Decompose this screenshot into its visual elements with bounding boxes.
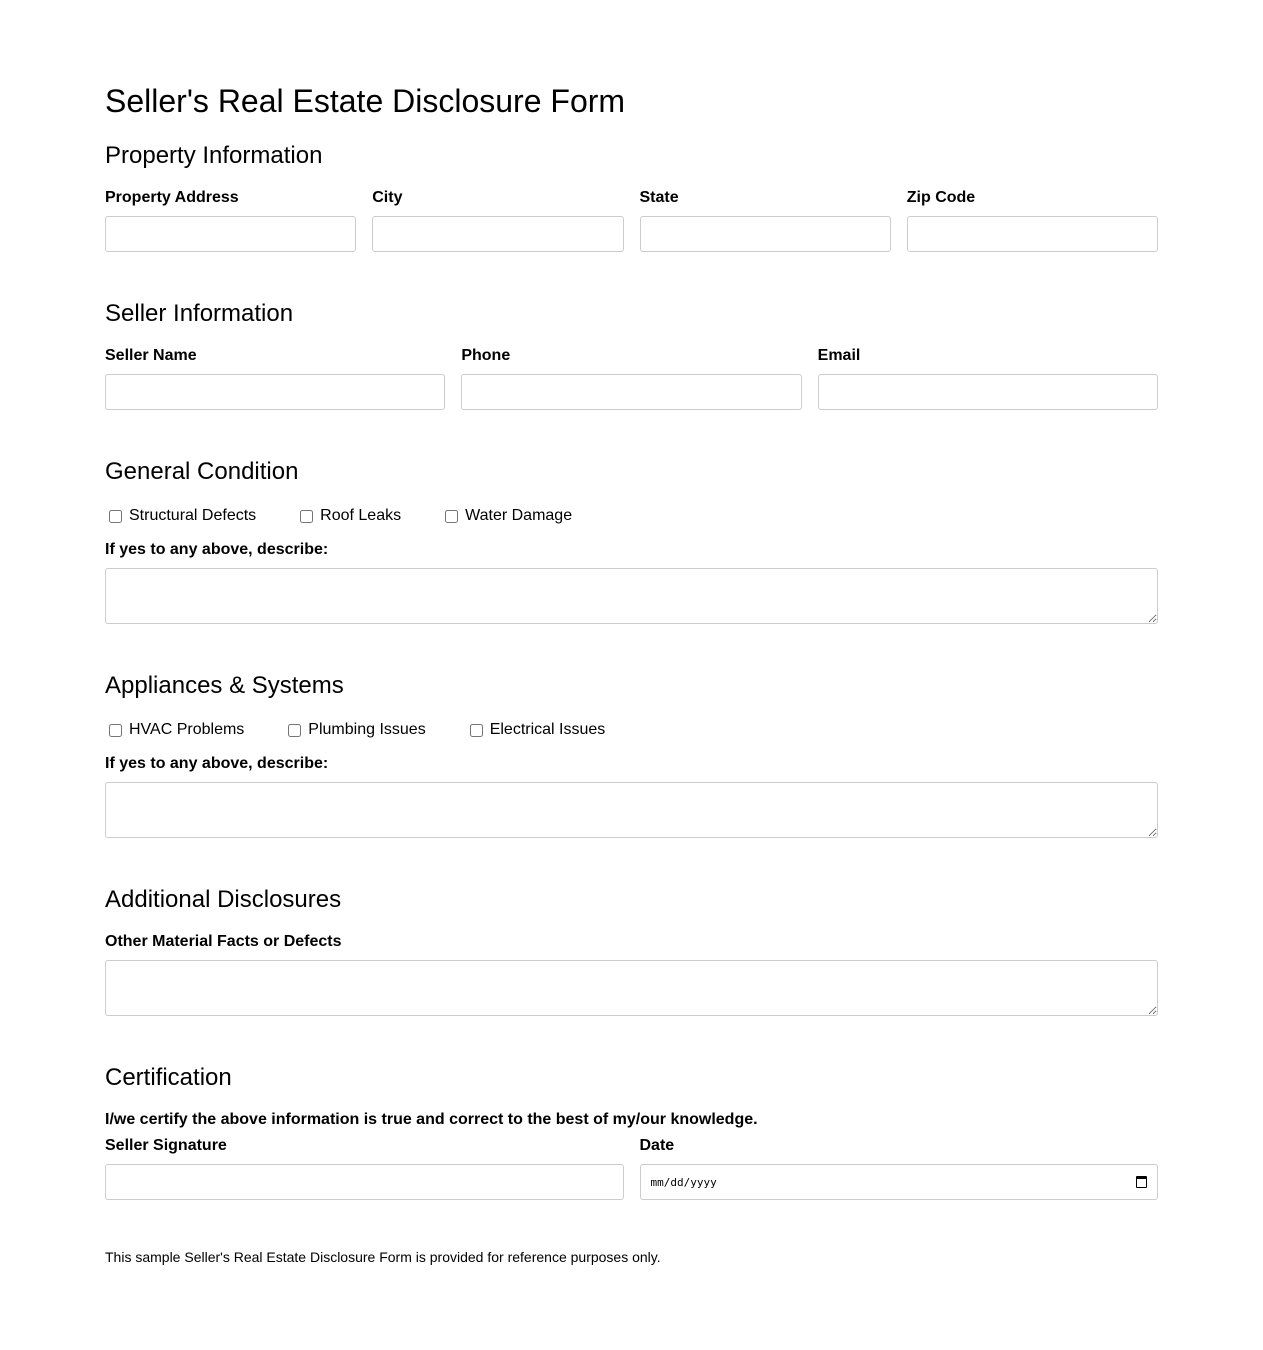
- general-describe-label: If yes to any above, describe:: [105, 541, 329, 558]
- date-placeholder: mm/dd/yyyy: [650, 1175, 717, 1189]
- option-label: Electrical Issues: [489, 721, 606, 738]
- appliances-section: [105, 672, 1158, 838]
- plumbing-issues-option[interactable]: [284, 721, 425, 739]
- section-heading: Seller Information: [105, 300, 294, 327]
- disclosure-form: [105, 0, 1158, 1345]
- email-input[interactable]: [818, 374, 1158, 410]
- phone-label: Phone: [461, 347, 511, 364]
- section-heading: Certification: [105, 1064, 232, 1091]
- calendar-icon[interactable]: [1136, 1176, 1147, 1188]
- other-facts-label: Other Material Facts or Defects: [105, 933, 342, 950]
- property-address-label: Property Address: [105, 189, 239, 206]
- property-address-input[interactable]: [105, 216, 356, 252]
- email-label: Email: [817, 347, 861, 364]
- hvac-problems-option[interactable]: [105, 721, 244, 739]
- appliances-describe-label: If yes to any above, describe:: [105, 755, 329, 772]
- property-section: [105, 142, 1158, 252]
- state-input[interactable]: [640, 216, 891, 252]
- signature-input[interactable]: [105, 1164, 624, 1200]
- option-label: HVAC Problems: [129, 721, 245, 738]
- section-heading: Additional Disclosures: [105, 886, 342, 913]
- general-describe-textarea[interactable]: [105, 568, 1158, 624]
- electrical-issues-checkbox[interactable]: [470, 724, 483, 737]
- option-label: Roof Leaks: [320, 507, 402, 524]
- other-facts-textarea[interactable]: [105, 960, 1158, 1016]
- option-label: Structural Defects: [129, 507, 257, 524]
- section-heading: Property Information: [105, 142, 323, 169]
- additional-section: [105, 886, 1158, 1016]
- section-heading: General Condition: [105, 458, 299, 485]
- appliances-describe-textarea[interactable]: [105, 782, 1158, 838]
- city-input[interactable]: [372, 216, 623, 252]
- plumbing-issues-checkbox[interactable]: [288, 724, 301, 737]
- option-label: Water Damage: [465, 507, 573, 524]
- electrical-issues-option[interactable]: [466, 721, 606, 739]
- seller-section: [105, 300, 1158, 410]
- state-label: State: [639, 189, 679, 206]
- footer-note: This sample Seller's Real Estate Disclosure Form is provided for reference purposes only.: [105, 1249, 661, 1265]
- seller-name-input[interactable]: [105, 374, 445, 410]
- option-label: Plumbing Issues: [308, 721, 426, 738]
- roof-leaks-option[interactable]: [296, 507, 401, 525]
- structural-defects-checkbox[interactable]: [109, 510, 122, 523]
- seller-name-label: Seller Name: [105, 347, 197, 364]
- date-input[interactable]: [640, 1164, 1159, 1200]
- water-damage-option[interactable]: [441, 507, 572, 525]
- hvac-problems-checkbox[interactable]: [109, 724, 122, 737]
- water-damage-checkbox[interactable]: [445, 510, 458, 523]
- page-title: Seller's Real Estate Disclosure Form: [105, 83, 626, 119]
- section-heading: Appliances & Systems: [105, 672, 344, 699]
- zip-code-input[interactable]: [907, 216, 1158, 252]
- zip-code-label: Zip Code: [906, 189, 976, 206]
- general-condition-section: [105, 458, 1158, 624]
- date-label: Date: [639, 1137, 675, 1154]
- certification-section: [105, 1064, 1158, 1200]
- signature-label: Seller Signature: [105, 1137, 227, 1154]
- city-label: City: [372, 189, 403, 206]
- certification-statement: I/we certify the above information is true and correct to the best of my/our knowledge.: [105, 1111, 758, 1128]
- structural-defects-option[interactable]: [105, 507, 256, 525]
- phone-input[interactable]: [461, 374, 801, 410]
- roof-leaks-checkbox[interactable]: [300, 510, 313, 523]
